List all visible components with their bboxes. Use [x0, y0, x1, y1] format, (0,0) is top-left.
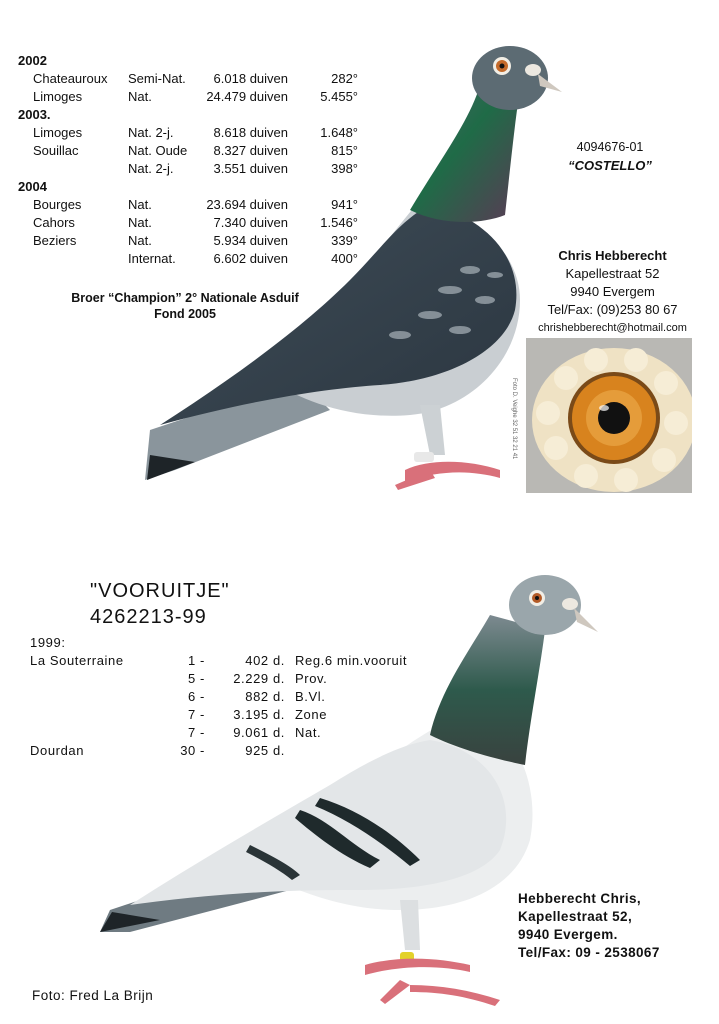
result-birds: 3.551 duiven	[213, 161, 288, 176]
result-birds: 5.934 duiven	[213, 233, 288, 248]
vooruitje-name: "VOORUITJE"	[90, 580, 230, 602]
costello-contact	[525, 247, 700, 337]
contact2-phone: Tel/Fax: 09 - 2538067	[518, 945, 660, 960]
photo-credit: Foto: Fred La Brijn	[32, 988, 154, 1003]
result-birds: 6.018 duiven	[213, 71, 288, 86]
result-position: 1.546°	[320, 215, 358, 230]
result-position: 1.648°	[320, 125, 358, 140]
result-birds: 23.694 duiven	[206, 197, 288, 212]
result-rank: 5 -	[188, 671, 205, 686]
contact2-street: Kapellestraat 52,	[518, 909, 633, 924]
result-category: Nat.	[128, 197, 152, 212]
result-note: Reg.6 min.vooruit	[295, 653, 408, 668]
broer-line-1: Broer “Champion” 2° Nationale Asduif	[71, 291, 299, 305]
contact-city: 9940 Evergem	[570, 284, 655, 299]
result-place: Dourdan	[30, 743, 85, 758]
result-birds: 7.340 duiven	[213, 215, 288, 230]
result-birds: 24.479 duiven	[206, 89, 288, 104]
result-place: Cahors	[33, 215, 75, 230]
result-position: 398°	[331, 161, 358, 176]
result-category: Nat. 2-j.	[128, 125, 174, 140]
result-position: 5.455°	[320, 89, 358, 104]
result-category: Semi-Nat.	[128, 71, 186, 86]
result-place: Beziers	[33, 233, 77, 248]
result-place: Limoges	[33, 125, 83, 140]
vooruitje-ring-number: 4262213-99	[90, 606, 207, 628]
result-category: Internat.	[128, 251, 176, 266]
result-birds: 402 d.	[245, 653, 285, 668]
result-place: Bourges	[33, 197, 82, 212]
result-birds: 9.061 d.	[233, 725, 285, 740]
season-year: 2002	[18, 53, 47, 68]
result-note: Nat.	[295, 725, 322, 740]
result-rank: 6 -	[188, 689, 205, 704]
costello-name: “COSTELLO”	[568, 158, 652, 173]
contact-phone: Tel/Fax: (09)253 80 67	[547, 302, 678, 317]
broer-line-2: Fond 2005	[154, 307, 216, 321]
result-birds: 3.195 d.	[233, 707, 285, 722]
result-category: Nat.	[128, 215, 152, 230]
vooruitje-contact	[518, 890, 660, 962]
costello-ring-number: 4094676-01	[576, 140, 644, 154]
contact2-city: 9940 Evergem.	[518, 927, 618, 942]
result-place: 1999:	[30, 635, 66, 650]
eye-photo-credit: Foto D. Veighe 32 51 32 21 41	[511, 378, 517, 460]
result-birds: 6.602 duiven	[213, 251, 288, 266]
result-place: La Souterraine	[30, 653, 124, 668]
result-category: Nat. 2-j.	[128, 161, 174, 176]
result-rank: 7 -	[188, 725, 205, 740]
result-birds: 882 d.	[245, 689, 285, 704]
result-birds: 8.327 duiven	[213, 143, 288, 158]
result-note: Zone	[295, 707, 328, 722]
result-place: Souillac	[33, 143, 79, 158]
contact-email: chrishebberecht@hotmail.com	[538, 322, 687, 334]
result-rank: 30 -	[180, 743, 205, 758]
result-note: B.Vl.	[295, 689, 326, 704]
result-category: Nat. Oude	[128, 143, 188, 158]
eye-photo	[526, 338, 692, 493]
result-category: Nat.	[128, 89, 152, 104]
result-rank: 1 -	[188, 653, 205, 668]
result-birds: 925 d.	[245, 743, 285, 758]
result-position: 339°	[331, 233, 358, 248]
result-position: 400°	[331, 251, 358, 266]
contact-street: Kapellestraat 52	[565, 266, 660, 281]
season-year: 2004	[18, 179, 47, 194]
contact2-name: Hebberecht Chris,	[518, 891, 642, 906]
season-year: 2003.	[18, 107, 51, 122]
result-rank: 7 -	[188, 707, 205, 722]
result-position: 941°	[331, 197, 358, 212]
result-category: Nat.	[128, 233, 152, 248]
result-note: Prov.	[295, 671, 328, 686]
contact-name: Chris Hebberecht	[558, 248, 667, 263]
result-birds: 8.618 duiven	[213, 125, 288, 140]
result-place: Chateauroux	[33, 71, 108, 86]
result-birds: 2.229 d.	[233, 671, 285, 686]
result-position: 815°	[331, 143, 358, 158]
result-place: Limoges	[33, 89, 83, 104]
result-position: 282°	[331, 71, 358, 86]
